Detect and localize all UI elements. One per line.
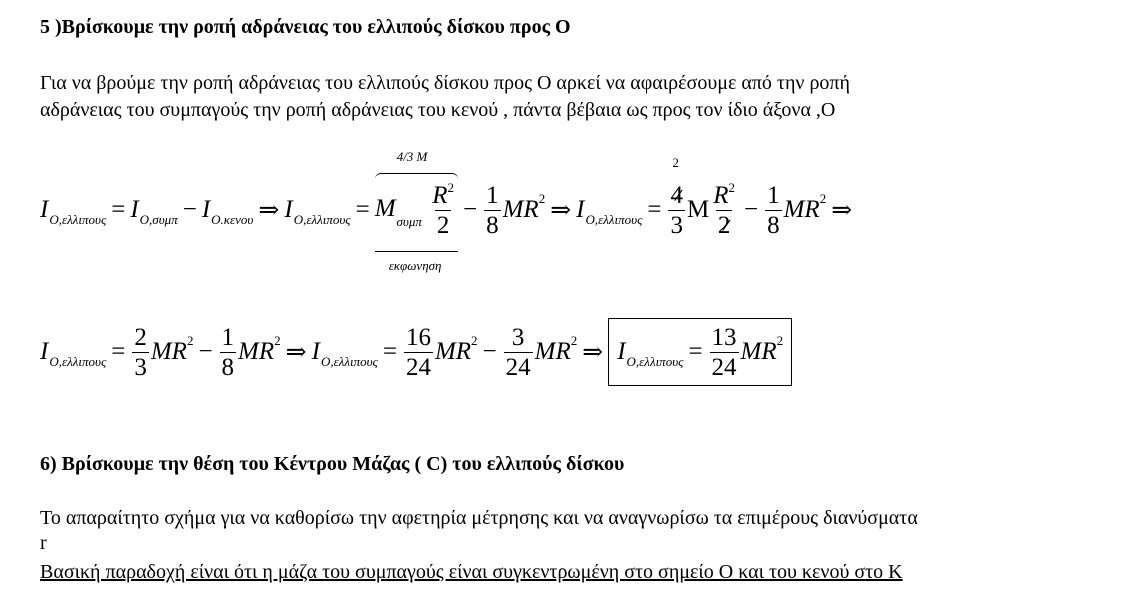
exponent: 2 [186, 333, 194, 348]
cancelled-numerator: 4 [670, 181, 683, 209]
equation-line-1 [40, 148, 857, 273]
exponent: 2 [538, 191, 546, 206]
exponent: 2 [728, 179, 735, 195]
section-5-heading: 5 )Βρίσκουμε την ροπή αδράνειας του ελλιπούς δίσκου προς Ο [40, 16, 571, 38]
moment-symbol: I [284, 196, 293, 223]
moment-symbol: I [40, 196, 49, 223]
implies-arrow: ⇒ [285, 339, 307, 366]
fraction-r2-over-2 [430, 179, 456, 239]
mr-term: MR [740, 338, 777, 365]
fraction-1-over-8 [484, 183, 501, 238]
fraction-3-over-24 [504, 325, 533, 380]
underbrace [375, 245, 458, 252]
section-6-paragraph-line-1: Το απαραίτητο σχήμα για να καθορίσω την αφετηρία μέτρησης και να αναγνωρίσω τα επιμέρους διανύσματα [40, 507, 918, 529]
numerator: 13 [711, 323, 737, 351]
implies-arrow: ⇒ [550, 197, 572, 224]
section-5-paragraph-line-1: Για να βρούμε την ροπή αδράνειας του ελλιπούς δίσκου προς Ο αρκεί να αφαιρέσουμε από την ροπή [40, 72, 850, 94]
moment-symbol: I [201, 196, 211, 223]
denominator: 8 [486, 211, 499, 239]
moment-symbol: I [40, 338, 49, 365]
denominator: 3 [670, 211, 683, 239]
section-6-paragraph-line-3: Βασική παραδοχή είναι ότι η μάζα του συμπαγούς είναι συγκεντρωμένη στο σημείο Ο και του κενού στο Κ [40, 561, 903, 583]
equals-sign: = [355, 196, 370, 223]
section-6-paragraph-line-2: r [40, 532, 47, 554]
equals-sign: = [111, 338, 126, 365]
fraction-16-over-24 [404, 325, 433, 380]
equals-sign: = [647, 196, 662, 223]
implies-arrow: ⇒ [831, 197, 853, 224]
numerator: 1 [221, 323, 235, 351]
subscript-ellipous: O,ελλιπους [49, 354, 107, 369]
exponent: 2 [274, 333, 281, 348]
denominator: 24 [711, 353, 737, 381]
minus-sign: − [198, 338, 213, 365]
denominator: 24 [505, 353, 531, 381]
exponent: 2 [447, 179, 454, 195]
fraction-13-over-24 [710, 325, 739, 380]
mr-term: MR [150, 338, 187, 365]
subscript-ellipous: O,ελλιπους [320, 354, 378, 369]
radius-symbol: R [432, 181, 448, 209]
equals-sign: = [111, 196, 126, 223]
subscript-ellipous: O,ελλιπους [293, 212, 351, 227]
subscript-ellipous: O,ελλιπους [626, 354, 684, 369]
moment-symbol: I [617, 338, 626, 365]
cancelled-denominator: 2 [717, 211, 731, 239]
denominator: 8 [767, 211, 780, 239]
mass-symbol: M [374, 194, 396, 222]
denominator: 24 [405, 353, 431, 381]
overbrace [375, 173, 458, 180]
fraction-r2-over-2 [711, 179, 737, 239]
braced-mass-term [374, 148, 458, 273]
radius-symbol: R [713, 181, 729, 209]
mr-term: MR [783, 196, 820, 223]
subscript-sympages: O,συμπ [139, 212, 178, 227]
subscript-ellipous: O,ελλιπους [49, 212, 107, 227]
moment-symbol: I [130, 196, 139, 223]
section-6-heading: 6) Βρίσκουμε την θέση του Κέντρου Μάζας ( C) του ελλιπούς δίσκου [40, 453, 625, 475]
implies-arrow: ⇒ [258, 197, 280, 224]
minus-sign: − [182, 196, 197, 223]
fraction-1-over-8 [220, 325, 237, 380]
underbrace-note: εκφωνηση [388, 257, 442, 273]
denominator: 8 [221, 353, 235, 381]
exponent: 2 [471, 333, 478, 348]
numerator: 2 [134, 323, 147, 351]
mass-symbol: M [686, 196, 710, 223]
overbrace-note: 4/3 M [396, 148, 428, 164]
subscript-kenou: O.κενου [211, 212, 254, 227]
equation-line-2 [40, 322, 792, 382]
mr-term: MR [238, 338, 275, 365]
minus-sign: − [482, 338, 497, 365]
numerator: 16 [405, 323, 431, 351]
fraction-1-over-8 [765, 183, 782, 238]
numerator: 1 [767, 181, 780, 209]
mass-subscript: συμπ [396, 213, 422, 229]
implies-arrow: ⇒ [582, 339, 604, 366]
moment-symbol: I [576, 196, 585, 223]
section-5-paragraph-line-2: αδράνειας του συμπαγούς την ροπή αδράνειας του κενού , πάντα βέβαια ως προς τον ίδιο άξονα ,Ο [40, 99, 836, 121]
numerator: 1 [486, 181, 499, 209]
equals-sign: = [688, 338, 703, 365]
minus-sign: − [743, 196, 759, 223]
boxed-result [608, 318, 792, 386]
fraction-2-over-3 [132, 325, 149, 380]
cancelled-fraction-4-over-3 [666, 154, 687, 239]
subscript-ellipous: O,ελλιπους [585, 212, 643, 227]
denominator: 3 [134, 353, 147, 381]
exponent: 2 [819, 191, 827, 206]
mr-term: MR [434, 338, 472, 365]
cancel-note: 2 [672, 154, 679, 170]
exponent: 2 [570, 333, 578, 348]
exponent: 2 [776, 333, 784, 348]
denominator: 2 [436, 211, 450, 239]
minus-sign: − [462, 196, 478, 223]
moment-symbol: I [311, 338, 320, 365]
equals-sign: = [382, 338, 397, 365]
numerator: 3 [511, 323, 525, 351]
mr-term: MR [534, 338, 571, 365]
mr-term: MR [502, 196, 539, 223]
